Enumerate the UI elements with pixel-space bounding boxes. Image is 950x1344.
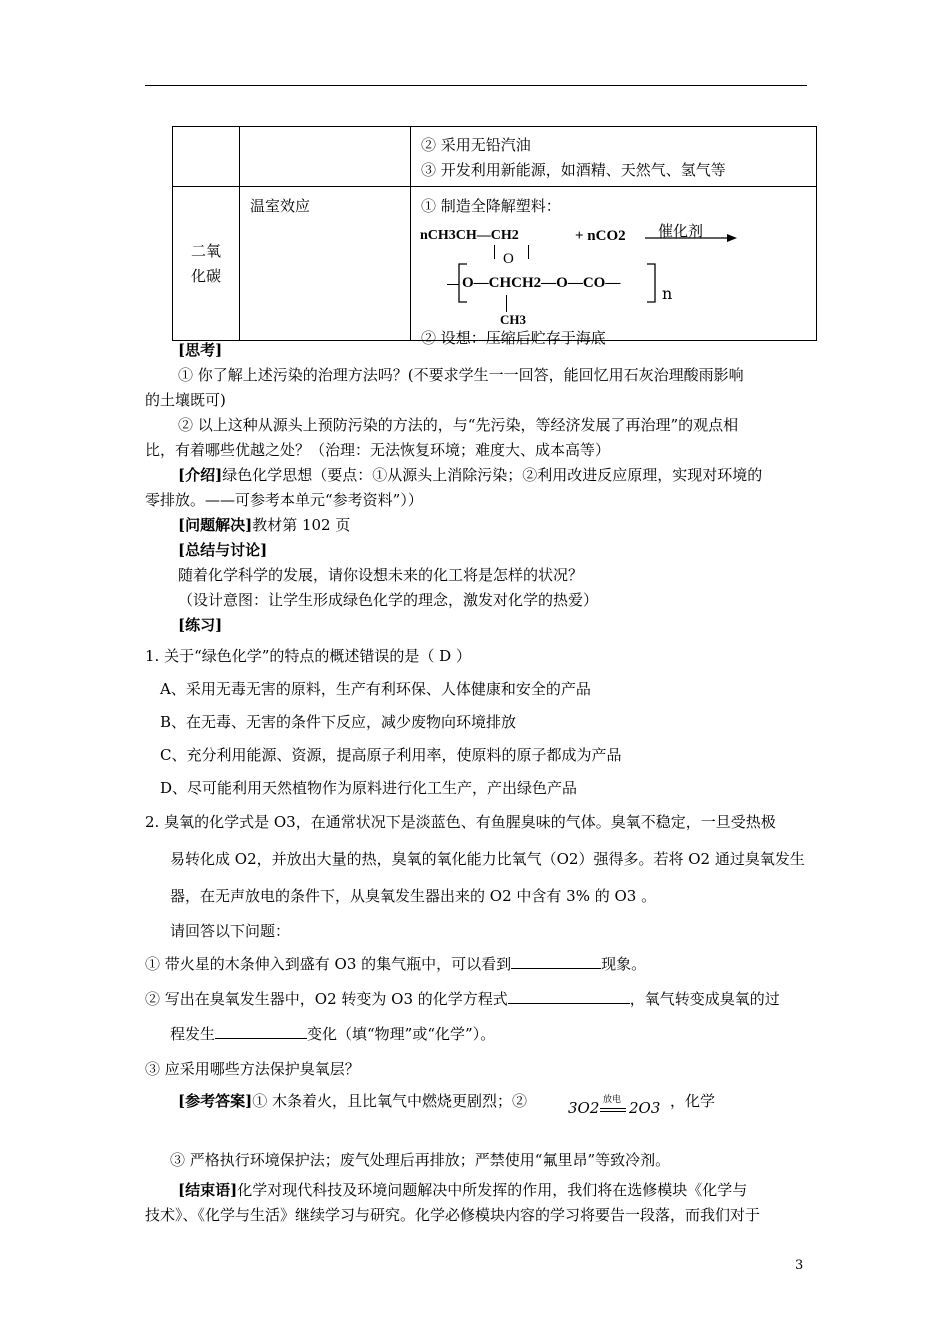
answer-blank (511, 954, 601, 969)
paragraph: [参考答案]① 木条着火，且比氧气中燃烧更剧烈；② (178, 1092, 527, 1110)
paragraph: ，化学 (670, 1092, 716, 1110)
section-heading: [介绍] (178, 466, 223, 484)
section-heading: [问题解决] (178, 516, 253, 534)
equals-line (600, 1111, 626, 1112)
equation-reactant: nCH3CH—CH2 (420, 228, 519, 243)
paragraph: 技术》、《化学与生活》继续学习与研究。化学必修模块内容的学习将要告一段落，而我们对于 (145, 1206, 761, 1224)
option: A、采用无毒无害的原料，生产有利环保、人体健康和安全的产品 (160, 680, 591, 698)
measure-text: ① 制造全降解塑料： (421, 197, 561, 215)
paragraph: 的土壤既可) (145, 391, 226, 409)
ozone-eq-right: 2O3 (629, 1099, 661, 1117)
reaction-arrow (645, 232, 737, 244)
option: C、充分利用能源、资源，提高原子利用率，使原料的原子都成为产品 (160, 746, 622, 764)
section-heading: [参考答案] (178, 1092, 253, 1110)
methyl-group: CH3 (500, 312, 526, 327)
table-row (173, 187, 817, 341)
paragraph: 零排放。——可参考本单元“参考资料”）） (145, 491, 423, 509)
answer-blank (508, 989, 630, 1004)
sub-question: ③ 应采用哪些方法保护臭氧层？ (145, 1060, 360, 1078)
paragraph: [问题解决]教材第 102 页 (178, 516, 351, 534)
ozone-eq-left: 3O2 (568, 1099, 600, 1117)
measure-text: ② 设想：压缩后贮存于海底 (421, 329, 606, 347)
paragraph: ③ 严格执行环境保护法；废气处理后再排放；严禁使用“氟里昂”等致冷剂。 (170, 1151, 671, 1169)
polymer-unit: O—CHCH2—O—CO— (462, 275, 621, 291)
bond-line (494, 245, 495, 259)
page-number: 3 (795, 1258, 804, 1273)
sub-question: ① 带火星的木条伸入到盛有 O3 的集气瓶中，可以看到 现象。 (145, 955, 647, 973)
table-row (173, 127, 817, 187)
question: 器，在无声放电的条件下，从臭氧发生器出来的 O2 中含有 3% 的 O3 。 (170, 887, 657, 905)
polymer-n: n (662, 284, 673, 303)
section-heading: [结束语] (178, 1181, 238, 1199)
equation-epoxide-oxygen: O (503, 251, 514, 267)
paragraph: 随着化学科学的发展，请你设想未来的化工将是怎样的状况？ (178, 566, 584, 584)
question: 易转化成 O2，并放出大量的热，臭氧的氧化能力比氧气（O2）强得多。若将 O2 通过臭氧发生 (170, 850, 805, 868)
question: 请回答以下问题： (170, 922, 291, 940)
equation-co2: + nCO2 (575, 228, 626, 244)
table-cell-measures (411, 187, 817, 347)
sub-question: 程发生 变化（填“物理”或“化学”）。 (170, 1025, 496, 1043)
paragraph: （设计意图：让学生形成绿色化学的理念，激发对化学的热爱） (178, 591, 599, 609)
measure-text: ② 采用无铅汽油 (421, 136, 531, 154)
paragraph: ① 你了解上述污染的治理方法吗？(不要求学生一一回答，能回忆用石灰治理酸雨影响 (178, 366, 744, 384)
table-cell-harm: 温室效应 (240, 187, 411, 341)
paragraph: 比，有着哪些优越之处？（治理：无法恢复环境；难度大、成本高等） (145, 441, 611, 459)
option: D、尽可能利用天然植物作为原料进行化工生产，产出绿色产品 (160, 779, 578, 797)
question: 1. 关于“绿色化学”的特点的概述错误的是（ D ） (145, 647, 471, 665)
table-cell-measures (411, 127, 817, 187)
section-heading: [总结与讨论] (178, 541, 268, 559)
answer-blank (215, 1024, 307, 1039)
table-cell-pollutant: 二氧 化碳 (173, 187, 240, 341)
section-heading: [练习] (178, 616, 223, 634)
bond-line (528, 245, 529, 259)
header-rule (145, 85, 807, 86)
catalyst-label: 催化剂 (658, 222, 704, 240)
paragraph: [介绍]绿色化学思想（要点：①从源头上消除污染；②利用改进反应原理，实现对环境的 (178, 466, 763, 484)
ozone-eq-condition: 放电 (603, 1095, 622, 1105)
right-bracket-icon (645, 262, 659, 304)
question: 2. 臭氧的化学式是 O3，在通常状况下是淡蓝色、有鱼腥臭味的气体。臭氧不稳定，一旦受热极 (145, 813, 776, 831)
equals-line (600, 1108, 626, 1109)
measure-text: ③ 开发利用新能源，如酒精、天然气、氢气等 (421, 161, 726, 179)
sub-question: ② 写出在臭氧发生器中，O2 转变为 O3 的化学方程式 ，氧气转变成臭氧的过 (145, 990, 780, 1008)
paragraph: [结束语]化学对现代科技及环境问题解决中所发挥的作用，我们将在选修模块《化学与 (178, 1181, 748, 1199)
table-cell-pollutant (173, 127, 240, 187)
paragraph: ② 以上这种从源头上预防污染的方法的，与“先污染，等经济发展了再治理”的观点相 (178, 416, 739, 434)
table-cell-harm (240, 127, 411, 187)
section-heading: [思考] (178, 341, 223, 359)
bond-line (506, 295, 507, 312)
option: B、在无毒、无害的条件下反应，减少废物向环境排放 (160, 713, 517, 731)
